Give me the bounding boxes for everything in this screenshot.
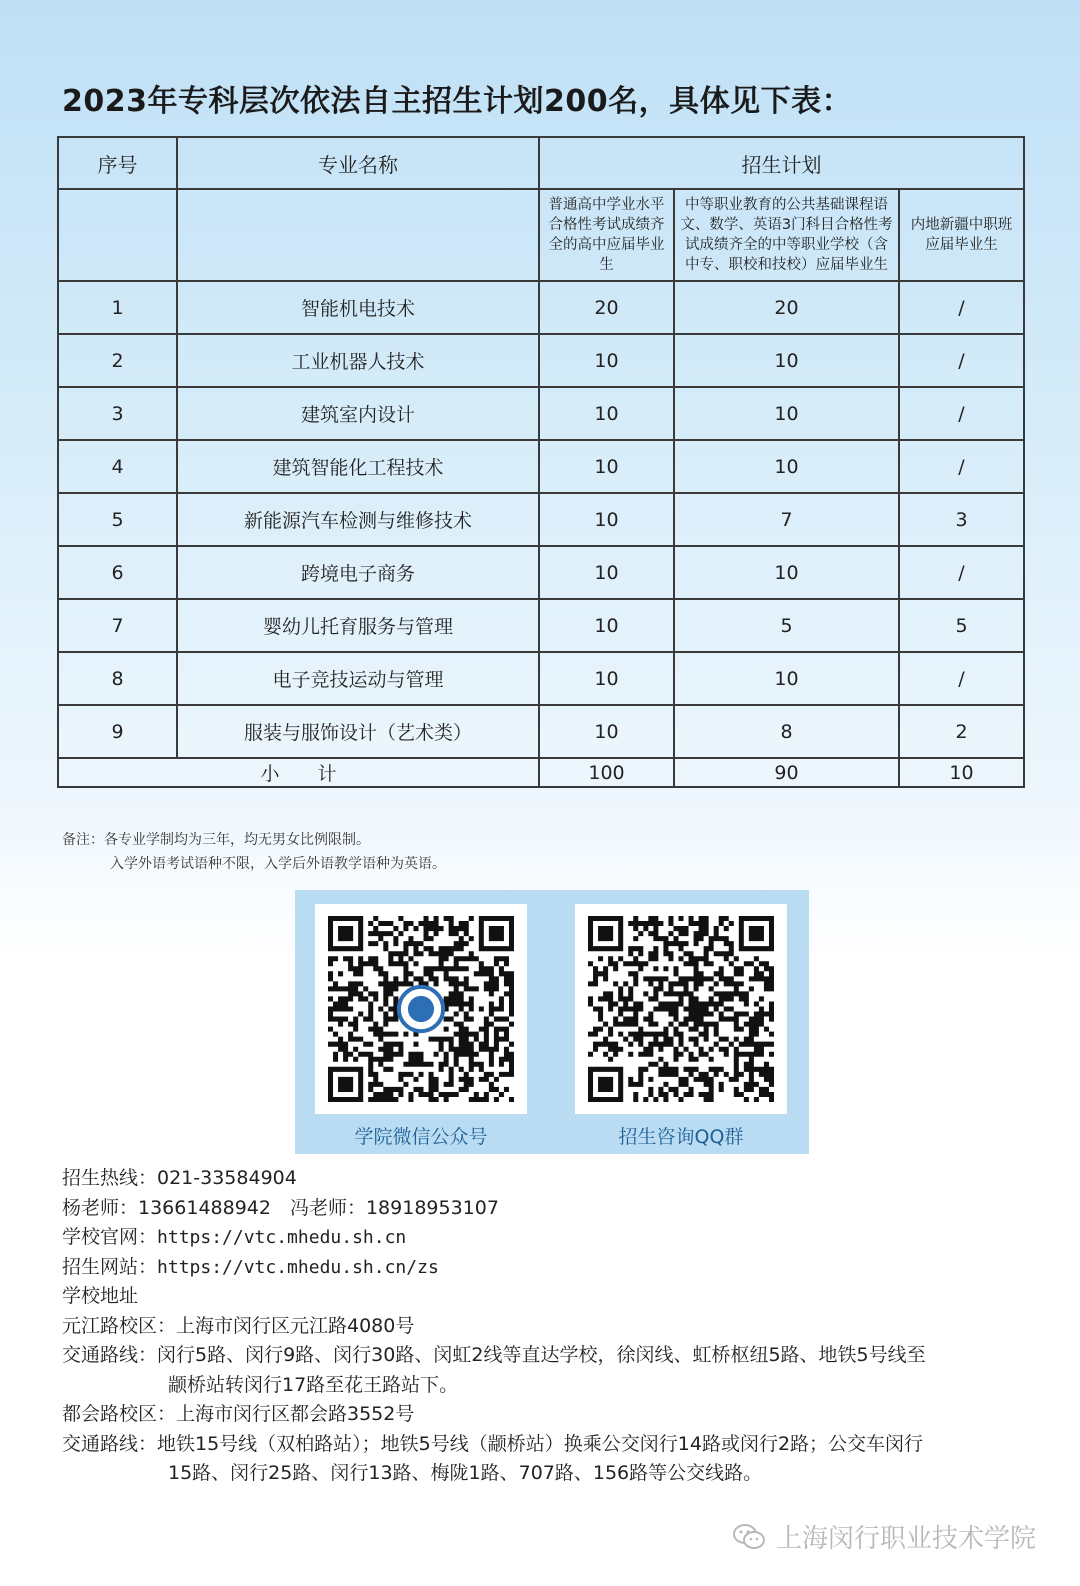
cell-b: 10 — [674, 334, 899, 387]
cell-no: 4 — [58, 440, 177, 493]
cell-no: 9 — [58, 705, 177, 758]
table-row — [58, 705, 1024, 758]
campus-duhui: 都会路校区：上海市闵行区都会路3552号 — [62, 1403, 415, 1425]
cell-a: 10 — [539, 334, 674, 387]
page-heading: 2023年专科层次依法自主招生计划200名，具体见下表： — [62, 84, 853, 119]
wechat-qr-code[interactable] — [315, 904, 527, 1114]
admission-line — [62, 1253, 1032, 1283]
total-b: 90 — [674, 758, 899, 787]
enrollment-table — [57, 136, 1025, 788]
cell-name: 服装与服饰设计（艺术类） — [177, 705, 539, 758]
cell-name: 新能源汽车检测与维修技术 — [177, 493, 539, 546]
table-row — [58, 334, 1024, 387]
cell-b: 5 — [674, 599, 899, 652]
table-row — [58, 599, 1024, 652]
cell-name: 跨境电子商务 — [177, 546, 539, 599]
note-line-1: 备注：各专业学制均为三年，均无男女比例限制。 — [62, 832, 370, 848]
website-link[interactable]: https://vtc.mhedu.sh.cn — [157, 1227, 407, 1248]
website-line — [62, 1223, 1032, 1253]
table-row — [58, 387, 1024, 440]
cell-b: 10 — [674, 546, 899, 599]
hotline: 招生热线：021-33584904 — [62, 1167, 297, 1189]
campus-yuanjiang: 元江路校区：上海市闵行区元江路4080号 — [62, 1314, 415, 1337]
cell-a: 10 — [539, 493, 674, 546]
qq-group-qr-code[interactable] — [575, 904, 787, 1114]
route-yuanjiang-1: 交通路线：闵行5路、闵行9路、闵行30路、闵虹2线等直达学校，徐闵线、虹桥枢纽5路、地铁5号线至 — [62, 1344, 926, 1366]
table-row — [58, 652, 1024, 705]
cell-no: 5 — [58, 493, 177, 546]
total-row — [58, 758, 1024, 787]
admission-link[interactable]: https://vtc.mhedu.sh.cn/zs — [157, 1256, 439, 1278]
cell-c: 5 — [899, 599, 1024, 652]
qq-qr-label: 招生咨询QQ群 — [618, 1126, 744, 1148]
cell-c: 3 — [899, 493, 1024, 546]
cell-b: 10 — [674, 652, 899, 705]
table-row — [58, 281, 1024, 334]
watermark-text: 上海闵行职业技术学院 — [775, 1524, 1036, 1554]
subheader-b: 中等职业教育的公共基础课程语文、数学、英语3门科目合格性考试成绩齐全的中等职业学校（含中专、职校和技校）应届毕业生 — [674, 189, 899, 281]
admission-label: 招生网站： — [62, 1255, 158, 1278]
cell-no: 7 — [58, 599, 177, 652]
address-title: 学校地址 — [62, 1285, 139, 1307]
subheader-a: 普通高中学业水平合格性考试成绩齐全的高中应届毕业生 — [539, 189, 674, 281]
cell-name: 婴幼儿托育服务与管理 — [177, 599, 539, 652]
website-label: 学校官网： — [62, 1226, 158, 1248]
subheader-blank-no — [58, 189, 177, 281]
subheader-blank-name — [177, 189, 539, 281]
wechat-qr-label: 学院微信公众号 — [354, 1126, 488, 1148]
route-duhui-1: 交通路线：地铁15号线（双柏路站）；地铁5号线（颛桥站）换乘公交闵行14路或闵行2路；公交车闵行 — [62, 1432, 924, 1455]
cell-a: 10 — [539, 440, 674, 493]
cell-c: 2 — [899, 705, 1024, 758]
cell-b: 7 — [674, 493, 899, 546]
route-yuanjiang-2: 颛桥站转闵行17路至花王路站下。 — [168, 1373, 459, 1396]
cell-b: 8 — [674, 705, 899, 758]
table-row — [58, 440, 1024, 493]
table-row — [58, 493, 1024, 546]
cell-a: 10 — [539, 705, 674, 758]
cell-c: / — [899, 440, 1024, 493]
teacher-phones: 杨老师：13661488942 冯老师：18918953107 — [62, 1196, 499, 1219]
cell-name: 电子竞技运动与管理 — [177, 652, 539, 705]
cell-c: / — [899, 334, 1024, 387]
cell-name: 工业机器人技术 — [177, 334, 539, 387]
total-c: 10 — [899, 758, 1024, 787]
header-name: 专业名称 — [177, 137, 539, 189]
qr-panel — [295, 890, 809, 1154]
route-duhui-2: 15路、闵行25路、闵行13路、梅陇1路、707路、156路等公交线路。 — [168, 1462, 763, 1484]
cell-a: 10 — [539, 546, 674, 599]
cell-a: 10 — [539, 652, 674, 705]
subheader-c: 内地新疆中职班应届毕业生 — [899, 189, 1024, 281]
table-row — [58, 546, 1024, 599]
cell-c: / — [899, 546, 1024, 599]
cell-a: 10 — [539, 387, 674, 440]
cell-no: 8 — [58, 652, 177, 705]
cell-name: 建筑室内设计 — [177, 387, 539, 440]
cell-b: 20 — [674, 281, 899, 334]
total-a: 100 — [539, 758, 674, 787]
cell-a: 10 — [539, 599, 674, 652]
header-no: 序号 — [58, 137, 177, 189]
cell-a: 20 — [539, 281, 674, 334]
notes — [62, 828, 446, 876]
total-label: 小 计 — [58, 758, 539, 787]
wechat-qr-icon — [328, 916, 514, 1102]
cell-c: / — [899, 652, 1024, 705]
cell-no: 2 — [58, 334, 177, 387]
cell-name: 智能机电技术 — [177, 281, 539, 334]
cell-no: 3 — [58, 387, 177, 440]
contact-info — [62, 1164, 1032, 1489]
watermark — [732, 1518, 1036, 1555]
cell-no: 6 — [58, 546, 177, 599]
cell-c: / — [899, 281, 1024, 334]
cell-b: 10 — [674, 387, 899, 440]
cell-c: / — [899, 387, 1024, 440]
note-line-2: 入学外语考试语种不限，入学后外语教学语种为英语。 — [110, 856, 446, 872]
header-plan: 招生计划 — [539, 137, 1024, 189]
wechat-logo-icon — [732, 1523, 766, 1551]
cell-name: 建筑智能化工程技术 — [177, 440, 539, 493]
cell-b: 10 — [674, 440, 899, 493]
qq-qr-icon — [588, 916, 774, 1102]
cell-no: 1 — [58, 281, 177, 334]
